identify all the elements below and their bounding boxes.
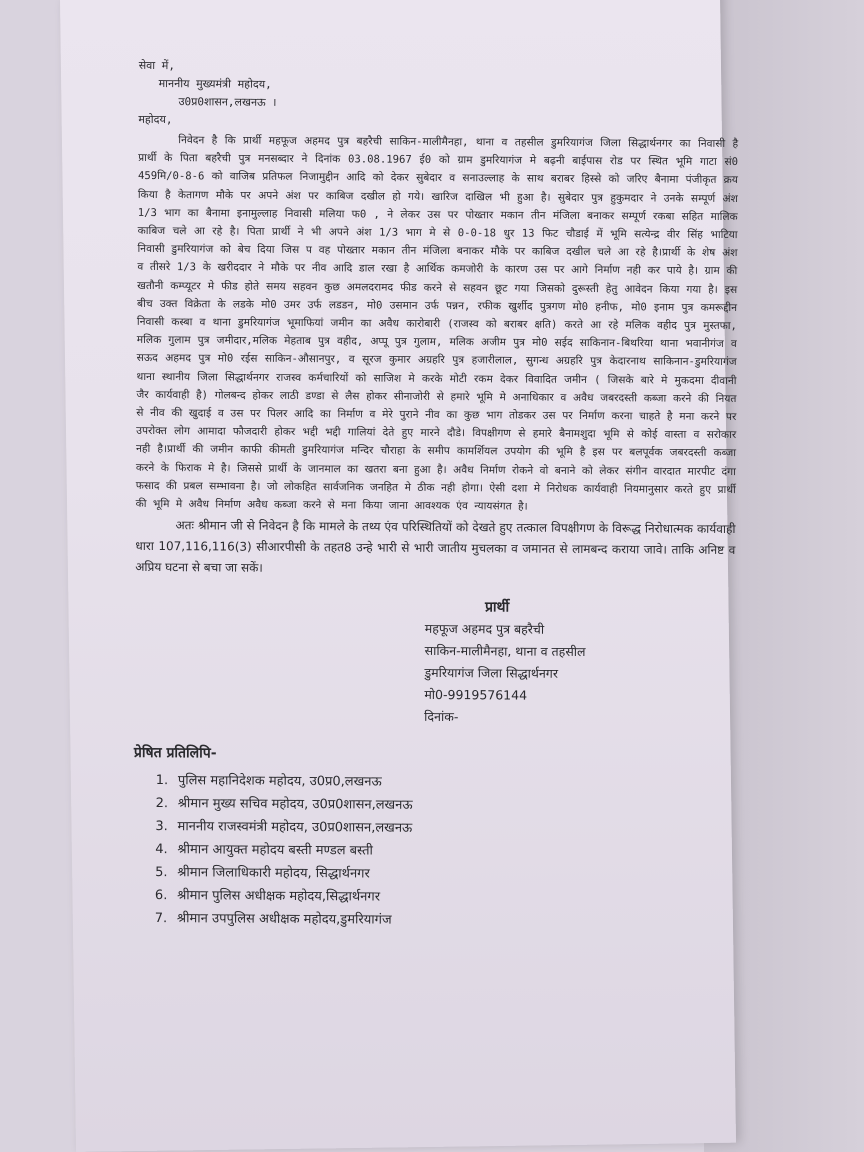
copies-title: प्रेषित प्रतिलिपि- [133,745,217,762]
signature-address2: डुमरियागंज जिला सिद्धार्थनगर [424,665,559,682]
item-number: 7. [154,911,168,927]
list-item [155,907,733,934]
item-number: 3. [155,819,168,835]
item-number: 6. [154,888,168,904]
item-text: श्रीमान जिलाधिकारी महोदय, सिद्धार्थनगर [177,865,370,882]
address-place: उ0प्र0शासन,लखनऊ । [178,95,277,109]
address-recipient: माननीय मुख्यमंत्री महोदय, [158,77,272,91]
item-text: श्रीमान आयुक्त महोदय बस्ती मण्डल बस्ती [177,842,373,859]
copies-block [133,742,734,934]
item-number: 4. [155,842,168,858]
body-text [136,131,739,517]
signature-address1: साकिन-मालीमैनहा, थाना व तहसील [424,643,586,660]
signature-block [424,596,735,730]
document-content [133,57,739,934]
item-number: 5. [155,865,168,881]
conclusion [135,515,735,582]
body-paragraph: निवेदन है कि प्रार्थी महफूज अहमद पुत्र बहरैची साकिन-मालीमैनहा, थाना व तहसील डुमरियागंज जिला सिद्धार्थनगर का निवासी है प्रार्थी के पिता बहरैची पुत्र मनसब्दार ने दिनांक 03.08.1967 ई0 को ग्राम डुमरियागंज मे बढ़नी बाईपास रोड पर स्थित भूमि गाटा सं0 459मि/0-8-6 को वाजिब प्रतिफल निजामुद्दीन आदि को देकर सुबेदार व सनाउल्लाह के साथ बराबर हिस्से को जरिए बैनामा पंजीकृत क्रय किया है केतागण मौके पर अपने अंश पर काबिज दखील हो गये। खारिज दाखिल भी हुआ है। सुबेदार पुत्र हुकुमदार ने उनके सम्पूर्ण अंश 1/3 भाग का बैनामा इनामुल्लाह निवासी मलिया फ0 , ने लेकर उस पर पोख्तार मकान तीन मंजिला बनाकर सम्पूर्ण रकबा सहित मालिक काबिज चले आ रहे है। पिता प्रार्थी ने भी अपने अंश 1/3 भाग मे से 0-0-18 धुर 13 फिट चौडाई में भूमि सत्येन्द्र वीर सिंह भाटिया निवासी डुमरियागंज को बेच दिया जिस प वह पोख्तार मकान तीन मंजिला बनाकर मौके पर काबिज दखील चले आ रहे है।प्रार्थी के शेष अंश व तीसरे 1/3 के खरीददार ने मौके पर नीव आदि डाल रखा है आर्थिक कमजोरी के कारण उस पर आगे निर्माण नही कर पाये है। ग्राम की खतौनी कम्प्यूटर मे फीड होते समय सहवन कुछ अमलदरामद फीड करने से सहवन छूट गया जिसको दुरूस्ती हेतु आवेदन किया गया है। इस बीच उक्त विक्रेता के लडके मो0 उमर उर्फ लडडन, मो0 उसमान उर्फ पन्नन, रफीक खुर्शीद पुत्रगण मो0 हनीफ, मो0 इनाम पुत्र कमरूद्दीन निवासी कस्बा व थाना डुमरियागंज भूमाफियां जमीन का अवैध कारोबारी (राजस्व को बराबर क्षति) करते आ रहे मलिक वहीद पुत्र मुस्तफा, मलिक गुलाम पुत्र जमीदार,मलिक मेहताब पुत्र वहीद, अप्पू पुत्र गुलाम, मलिक अजीम पुत्र मो0 सईद साकिनान-बिथरिया थाना भवानीगंज व सऊद अहमद पुत्र मो0 रईस साकिन-औसानपुर, व सूरज कुमार अग्रहरि पुत्र हजारीलाल, सुगन्ध अग्रहरि पुत्र केदारनाथ साकिनान-डुमरियागंज थाना स्थानीय जिला सिद्धार्थनगर राजस्व कर्मचारियों को साजिश मे करके मोटी रकम देकर विवादित जमीन ( जिसके बारे मे मुकदमा दीवानी जैर कार्यवाही है) गोलबन्द होकर लाठी डण्डा से लैस होकर सीनाजोरी से हमारे भूमि मे अनाधिकार व अवैध जबरदस्ती कब्जा करने की नियत से नीव की खुदाई व उस पर पिलर आदि का निर्माण व मेरे पुराने नीव का कुछ भाग तोडकर उस पर निर्माण करना चाहते है मना करने पर उपरोक्त लोग आमादा फौजदारी होकर भद्दी भद्दी गालियां देते हुए मारने दौडे। विपक्षीगण से हमारे बैनामशुदा भूमि से कोई वास्ता व सरोकार नही है।प्रार्थी की जमीन काफी कीमती डुमरियागंज मन्दिर चौराहा के समीप कामर्शियल उपयोग की भूमि है इस पर बलपूर्वक जबरदस्ती कब्जा करने के फिराक मे है। जिससे प्रार्थी के जानमाल का खतरा बना हुआ है। अवैध निर्माण रोकने वो बनाने को लेकर संगीन वारदात मारपीट दंगा फसाद की प्रबल सम्भावना है। जो लोकहित सार्वजनिक जनहित मे ठीक नही होगा। ऐसी दशा मे निरोधक कार्यवाही नियमानुसार करते हुए प्रार्थी की भूमि मे अवैध निर्माण अवैध कब्जा करने से मना किया जाना आवश्यक एंव न्यायसंगत है। [135,134,739,513]
item-number: 2. [155,796,169,812]
salutation: महोदय, [138,112,173,127]
item-text: पुलिस महानिदेशक महोदय, उ0प्र0,लखनऊ [177,773,382,790]
item-text: श्रीमान मुख्य सचिव महोदय, उ0प्र0शासन,लखनऊ [177,796,413,814]
copies-list [155,769,734,934]
item-text: श्रीमान पुलिस अधीक्षक महोदय,सिद्धार्थनगर [177,888,381,905]
item-text: माननीय राजस्वमंत्री महोदय, उ0प्र0शासन,लखनऊ [177,819,413,837]
signature-heading: प्रार्थी [484,599,510,616]
conclusion-paragraph: अतः श्रीमान जी से निवेदन है कि मामले के तथ्य एंव परिस्थितियों को देखते हुए तत्काल विपक्षीगण के विरूद्ध निरोधात्मक कार्यवाही धारा 107,116,116(3) सीआरपीसी के तहत8 उन्हे भारी से भारी जातीय मुचलका व जमानत से लामबन्द कराया जावे। ताकि अनिष्ट व अप्रिय घटना से बचा जा सकें। [135,518,736,576]
item-text: श्रीमान उपपुलिस अधीक्षक महोदय,डुमरियागंज [176,911,392,928]
address-block [138,57,738,133]
signature-date: दिनांक- [424,709,459,725]
document-page [60,0,739,1152]
item-number: 1. [155,773,169,789]
address-to: सेवा में, [138,58,176,73]
signature-name: महफूज अहमद पुत्र बहरैची [424,621,545,638]
signature-mobile: मो0-9919576144 [424,687,528,703]
